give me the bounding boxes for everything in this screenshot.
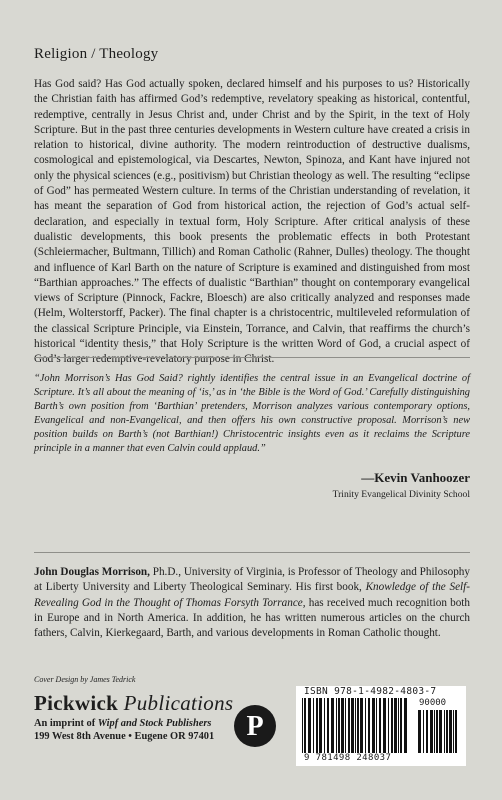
barcode-bar [453,710,454,753]
barcode-bar [316,698,318,753]
barcode-bar [304,698,306,753]
divider-top [34,357,470,358]
barcode-bar [338,698,340,753]
barcode-bar [391,698,393,753]
barcode-bar [357,698,359,753]
barcode-bar [394,698,397,753]
endorsement-quote: “John Morrison’s Has God Said? rightly identifies the central issue in an Evangelical doctrine of Scripture. It’s all about the meaning of ‘is,’ as in ‘the Bible is the Word of God.’ Carefully distinguishing Barth’s own position from ‘Barthian’ pretenders, Morrison analyzes various contemporary options, Evangelical and non-Evangelical, and then offers his own constructive proposal. Morrison’s new position builds on Barth’s (not Barthian!) Christocentric insights even as it reclaims the Scripture principle in a manner that even Calvin could applaud.” [34,373,470,454]
price-code: 90000 [419,698,447,708]
endorser-affiliation: Trinity Evangelical Divinity School [332,489,470,500]
barcode-bar [365,698,366,753]
cover-design-credit: Cover Design by James Tedrick [34,675,136,684]
barcode-bar [430,710,433,753]
barcode-bar [423,710,424,753]
barcode-bar [308,698,311,753]
publisher-imprint [34,717,234,730]
barcode-bar [446,710,448,753]
publisher-name-italic: Publications [123,691,234,715]
barcode-bar [331,698,334,753]
category-label: Religion / Theology [34,46,159,62]
barcode-bar [345,698,346,753]
barcode-bar [400,698,402,753]
author-bio-text-1: Ph.D., University of Virginia, is Professor of Theology and Philosophy at Liberty University and Liberty Theological Seminary. His first book, [34,566,470,594]
publisher-logo-letter: P [246,711,264,742]
barcode-bar [376,698,377,753]
barcode-bar [368,698,370,753]
barcode-bar [379,698,381,753]
barcode-bar [348,698,350,753]
publisher-name [34,692,234,715]
publisher-address: 199 West 8th Avenue • Eugene OR 97401 [34,731,215,742]
ean-barcode-bars [300,698,410,753]
barcode-bar [351,698,354,753]
barcode-bar [324,698,325,753]
publisher-block [34,692,234,743]
publisher-name-bold: Pickwick [34,691,119,715]
barcode-bar [439,710,442,753]
imprint-parent: Wipf and Stock Publishers [97,718,212,729]
author-name: John Douglas Morrison, [34,566,150,578]
barcode-bar [319,698,322,753]
barcode-bar [388,698,389,753]
barcode-bar [355,698,356,753]
author-bio-text-2: has received much recognition both in Europe and in North America. In addition, he has written numerous articles on the church fathers, Calvin, Kierkegaard, Barth, and various developments in Roman Catholic thought. [34,596,470,640]
isbn-barcode [296,686,466,766]
barcode-bar [444,710,445,753]
divider-bottom [34,552,470,553]
publisher-logo-icon [233,704,277,748]
barcode-bar [455,710,457,753]
barcode-bar [426,710,428,753]
barcode-bar [449,710,452,753]
barcode-bar [341,698,344,753]
barcode-bar [313,698,314,753]
isbn-number: ISBN 978-1-4982-4803-7 [304,686,437,697]
barcode-bar [372,698,375,753]
barcode-bar [302,698,303,753]
barcode-bar [418,710,421,753]
barcode-digits: 9 781498 248037 [304,753,392,763]
author-previous-book: Knowledge of the Self-Revealing God in the Thought of Thomas Forsyth Torrance, [34,581,470,609]
book-description: Has God said? Has God actually spoken, declared himself and his purposes to us? Historically the Christian faith has affirmed God’s redemptive, revelatory speaking as historical, contentful, redemptive, centrally in Jesus Christ and, under Christ and by the Spirit, in the text of Holy Scripture. But in the past three centuries developments in Western culture have created a crisis in relation to historical, divine authority. The modern reintroduction of destructive dualisms, cosmological and epistemological, via Descartes, Newton, Spinoza, and Kant have injured not only the physical sciences (e.g., positivism) but Christian theology as well. The resulting “eclipse of God” has permeated Western culture. In terms of the Christian understanding of revelation, it has meant the separation of God from historical action, the rejection of God’s actual self-declaration, and especially in textual form, Holy Scripture. After critical analysis of these dualistic developments, this book presents the problematic effects in both Protestant (Schleiermacher, Bultmann, Tillich) and Roman Catholic (Rahner, Dulles) theology. The thought and influence of Karl Barth on the nature of Scripture is examined and distinguished from most “Barthian approaches.” The effects of dualistic “Barthian” thought on contemporary evangelical views of Scripture (Pinnock, Fackre, Bloesch) are also critically analyzed and responses made (Helm, Wolterstorff, Packer). The final chapter is a christocentric, multileveled reformulation of the classical Scripture Principle, via Einstein, Torrance, and Calvin, that reaffirms the church’s historical “identity thesis,” that Holy Scripture is the written Word of God, a crucial aspect of God’s larger redemptive-revelatory purpose in Christ. [34,78,470,366]
barcode-bar [327,698,329,753]
endorser-name: —Kevin Vanhoozer [361,470,470,485]
barcode-bar [360,698,363,753]
barcode-bar [398,698,399,753]
barcode-bar [383,698,386,753]
barcode-bar [336,698,337,753]
barcode-bar [404,698,407,753]
barcode-bar [434,710,435,753]
barcode-bar [436,710,438,753]
author-bio [34,565,470,641]
price-barcode-bars [416,710,460,753]
imprint-prefix: An imprint of [34,718,98,729]
